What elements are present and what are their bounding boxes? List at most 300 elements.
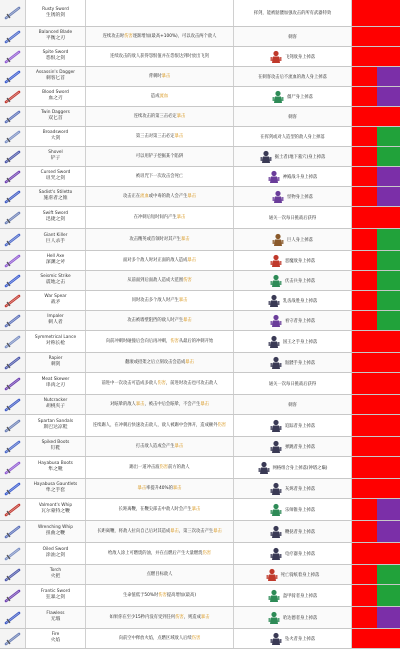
weapon-description-cell	[86, 353, 234, 372]
weapon-name-cn: 无瑕	[50, 617, 61, 623]
drop-source-cell	[234, 207, 352, 228]
tier-color-cell	[352, 0, 377, 26]
tier-color-cell	[352, 311, 377, 330]
scaling-color-cell	[377, 107, 400, 126]
enemy-portrait-icon	[270, 314, 282, 328]
weapon-name-cell	[26, 499, 86, 520]
sadists-stiletto-icon	[0, 187, 26, 206]
weapon-description-cell	[86, 521, 234, 542]
table-row	[0, 0, 400, 27]
enemy-portrait-icon	[270, 482, 282, 496]
impaler-icon	[0, 311, 26, 330]
spartan-sandals-icon	[0, 415, 26, 436]
weapon-name-cell	[26, 251, 86, 270]
table-row	[0, 291, 400, 311]
scaling-color-cell	[377, 585, 400, 606]
scaling-color-cell	[377, 127, 400, 146]
weapon-description: 踢出一道冲击波伤害前方的敌人	[129, 464, 190, 470]
enemy-portrait-icon	[258, 461, 270, 475]
tier-color-cell	[352, 251, 377, 270]
weapon-name-cell	[26, 543, 86, 564]
enemy-portrait-icon	[270, 50, 282, 64]
drop-source-cell	[234, 479, 352, 498]
weapon-description-cell	[86, 87, 234, 106]
weapon-description: 造成流血	[150, 93, 169, 99]
weapon-name-cn: 生锈的剑	[45, 12, 66, 18]
weapon-name-cn: 斯巴达凉鞋	[43, 425, 68, 431]
weapon-name-cell	[26, 207, 86, 228]
drop-source-cell	[234, 499, 352, 520]
tier-color-cell	[352, 607, 377, 628]
scaling-color-cell	[377, 331, 400, 352]
tier-color-cell	[352, 167, 377, 186]
twin-daggers-icon	[0, 107, 26, 126]
weapon-description-cell	[86, 565, 234, 584]
table-row	[0, 521, 400, 543]
enemy-portrait-icon	[268, 294, 280, 308]
drop-source-cell	[234, 291, 352, 310]
table-row	[0, 499, 400, 521]
table-row	[0, 167, 400, 187]
valmonts-whip-icon	[0, 499, 26, 520]
weapon-name-cn: 隼之靴	[48, 467, 63, 473]
enemy-portrait-icon	[270, 440, 282, 454]
drop-source-text: 通关一次每日挑战后获得	[268, 381, 317, 387]
weapon-name-cell	[26, 395, 86, 414]
weapon-name-cell	[26, 311, 86, 330]
drop-source-text: 恶魔敌身上掉落	[284, 258, 316, 264]
drop-source-text: 电疗器身上掉落	[284, 551, 316, 557]
scaling-color-cell	[377, 271, 400, 290]
weapon-name-cell	[26, 585, 86, 606]
table-row	[0, 207, 400, 229]
table-row	[0, 585, 400, 607]
weapon-name-cell	[26, 479, 86, 498]
weapon-description: 连续攻击的第三击必定暴击	[133, 113, 186, 119]
rapier-icon	[0, 353, 26, 372]
tier-color-cell	[352, 27, 377, 46]
table-row	[0, 395, 400, 415]
weapon-description: 在冲刺后短时间内产生暴击	[133, 214, 186, 220]
weapon-name-en: Hell Axe	[46, 254, 65, 260]
enemy-portrait-icon	[270, 419, 282, 433]
scaling-color-cell	[377, 415, 400, 436]
weapon-name-cn: 迅捷之剑	[45, 217, 66, 223]
scaling-color-cell	[377, 187, 400, 206]
weapon-name-en: Hayabusa Gauntlets	[33, 482, 78, 488]
weapon-name-en: Hayabusa Boots	[38, 461, 73, 467]
weapon-description-cell	[86, 207, 234, 228]
tier-color-cell	[352, 629, 377, 648]
tier-color-cell	[352, 415, 377, 436]
weapon-description: 连续攻击时伤害逐渐增加(最高+100%)，可以攻击两个敌人	[102, 33, 217, 39]
weapon-description-cell	[86, 499, 234, 520]
hayabusa-gauntlets-icon	[0, 479, 26, 498]
weapon-name-en: Oiled Sword	[42, 547, 69, 553]
shovel-icon	[0, 147, 26, 166]
tier-color-cell	[352, 373, 377, 394]
weapon-name-en: Spiked Boots	[41, 440, 70, 446]
weapon-name-cn: 隼之手套	[45, 488, 66, 494]
weapon-name-cn: 双匕首	[48, 116, 63, 122]
tier-color-cell	[352, 291, 377, 310]
table-row	[0, 67, 400, 87]
tier-color-cell	[352, 187, 377, 206]
drop-source-text: 飞剑敌身上掉落	[284, 54, 316, 60]
weapon-description: 连续攻击的敌人获得怨恨值并在怨恨达到时放出飞剑	[110, 53, 209, 59]
drop-source-cell	[234, 331, 352, 352]
weapon-name-cn: 大剑	[50, 136, 61, 142]
weapon-name-cn: 火把	[50, 574, 61, 580]
scaling-color-cell	[377, 395, 400, 414]
drop-source-text: 乳齿战胜身上掉落	[282, 298, 318, 304]
scaling-color-cell	[377, 87, 400, 106]
weapon-name-en: Nutcracker	[43, 398, 68, 404]
weapon-description-cell	[86, 229, 234, 250]
table-row	[0, 271, 400, 291]
table-row	[0, 543, 400, 565]
weapon-name-en: Shovel	[48, 150, 63, 156]
weapon-description-cell	[86, 271, 234, 290]
drop-source-text: 伏击兵身上掉落	[284, 278, 316, 284]
table-row	[0, 229, 400, 251]
table-row	[0, 629, 400, 649]
weapon-name-cn: 瓦尔蒙特之鞭	[41, 509, 70, 515]
drop-source-text: 哈达德者身上掉落	[282, 615, 318, 621]
tier-color-cell	[352, 479, 377, 498]
table-row	[0, 87, 400, 107]
weapon-name-cell	[26, 87, 86, 106]
drop-source-cell	[234, 395, 352, 414]
table-row	[0, 479, 400, 499]
weapon-name-en: Blood Sword	[42, 90, 69, 96]
tier-color-cell	[352, 271, 377, 290]
scaling-color-cell	[377, 607, 400, 628]
scaling-color-cell	[377, 311, 400, 330]
weapon-description: 面对多个敌人时对正面的敌人造成暴击	[122, 257, 197, 263]
drop-source-text: 乐师锥身上掉落	[284, 507, 316, 513]
weapon-description: 从前面到后面敌人造成大范围伤害	[127, 277, 192, 283]
tier-color-cell	[352, 207, 377, 228]
weapon-name-cn: 诅咒之剑	[45, 176, 66, 182]
drop-source-text: 坠火者身上掉落	[284, 636, 316, 642]
drop-source-cell	[234, 127, 352, 146]
weapon-name-en: Spartan Sandals	[37, 419, 74, 425]
weapon-name-cell	[26, 353, 86, 372]
weapon-name-cell	[26, 437, 86, 456]
scaling-color-cell	[377, 543, 400, 564]
weapon-description-cell	[86, 67, 234, 86]
weapon-name-en: Impaler	[47, 314, 64, 320]
weapon-description-cell	[86, 27, 234, 46]
tier-color-cell	[352, 331, 377, 352]
scaling-color-cell	[377, 353, 400, 372]
flawless-icon	[0, 607, 26, 628]
weapon-description-cell	[86, 167, 234, 186]
enemy-portrait-icon	[268, 589, 280, 603]
tier-color-cell	[352, 229, 377, 250]
drop-source-cell	[234, 67, 352, 86]
drop-source-cell	[234, 147, 352, 166]
drop-source-cell	[234, 543, 352, 564]
drop-source-cell	[234, 415, 352, 436]
drop-source-text: 弹跳者身上掉落	[284, 444, 316, 450]
rusty-sword-icon	[0, 0, 26, 26]
weapon-name-cell	[26, 607, 86, 628]
tier-color-cell	[352, 67, 377, 86]
drop-source-text: 灰烬者身上掉落	[284, 486, 316, 492]
weapon-name-cn: 血之刃	[48, 96, 63, 102]
weapon-name-cell	[26, 521, 86, 542]
hayabusa-boots-icon	[0, 457, 26, 478]
table-row	[0, 457, 400, 479]
oiled-sword-icon	[0, 543, 26, 564]
tier-color-cell	[352, 437, 377, 456]
nutcracker-icon	[0, 395, 26, 414]
weapon-name-cell	[26, 331, 86, 352]
weapon-name-en: War Spear	[44, 294, 67, 300]
weapon-description-cell	[86, 331, 234, 352]
drop-source-cell	[234, 27, 352, 46]
drop-source-text: 在挥剑或对人造型的敌人身上掉落	[260, 134, 325, 140]
enemy-portrait-icon	[270, 503, 282, 517]
drop-source-cell	[234, 607, 352, 628]
drop-source-cell	[234, 457, 352, 478]
weapon-name-en: Wrenching Whip	[37, 525, 74, 531]
table-row	[0, 415, 400, 437]
weapon-name-cell	[26, 47, 86, 66]
enemy-portrait-icon	[270, 547, 282, 561]
drop-source-text: 神殿战斗身上掉落	[282, 174, 318, 180]
weapon-name-cn: 施虐者之锥	[43, 196, 68, 202]
weapon-description-cell	[86, 107, 234, 126]
weapon-name-cell	[26, 229, 86, 250]
broadsword-icon	[0, 127, 26, 146]
weapon-description-cell	[86, 251, 234, 270]
scaling-color-cell	[377, 565, 400, 584]
drop-source-text: 刺客	[288, 34, 297, 40]
weapon-description: 打击敌人造成会产生暴击	[135, 443, 184, 449]
drop-source-cell	[234, 629, 352, 648]
weapon-description: 生命值低于50%时伤害提高增加(最高)	[122, 592, 197, 598]
weapon-name-en: Meat Skewer	[41, 377, 70, 383]
drop-source-cell	[234, 47, 352, 66]
weapon-name-cell	[26, 107, 86, 126]
weapon-description: 暴击率提升40%的暴击	[137, 485, 182, 491]
scaling-color-cell	[377, 437, 400, 456]
weapon-name-cn: 铲子	[50, 156, 61, 162]
scaling-color-cell	[377, 291, 400, 310]
table-row	[0, 27, 400, 47]
weapon-name-cell	[26, 67, 86, 86]
weapon-name-cell	[26, 127, 86, 146]
drop-source-text: 看守者身上掉落	[284, 318, 316, 324]
drop-source-text: 死亡骑纸着身上掉落	[280, 572, 320, 578]
hell-axe-icon	[0, 251, 26, 270]
weapon-name-en: Broadsword	[42, 130, 69, 136]
weapon-name-cn: 怨恨之剑	[45, 56, 66, 62]
weapon-name-en: Assassin's Dagger	[35, 70, 76, 76]
table-row	[0, 311, 400, 331]
weapon-name-cell	[26, 187, 86, 206]
tier-color-cell	[352, 107, 377, 126]
scaling-color-cell	[377, 27, 400, 46]
drop-source-text: 在刺客攻击后不流血的敌人身上掉落	[258, 74, 327, 80]
drop-source-text: 僵尸身上掉落	[287, 94, 313, 100]
weapon-name-cell	[26, 373, 86, 394]
torch-icon	[0, 565, 26, 584]
weapon-description-cell	[86, 457, 234, 478]
weapon-name-en: Twin Daggers	[41, 110, 70, 116]
weapon-description-cell	[86, 479, 234, 498]
scaling-color-cell	[377, 0, 400, 26]
weapon-name-cell	[26, 147, 86, 166]
enemy-portrait-icon	[268, 335, 280, 349]
weapon-name-cn: 串肉之刃	[45, 383, 66, 389]
drop-source-text: 通关一次每日挑战后获得	[268, 215, 317, 221]
table-row	[0, 127, 400, 147]
weapon-name-en: Torch	[49, 568, 62, 574]
weapon-name-cn: 平衡之刃	[45, 36, 66, 42]
weapon-description: 对眩晕的敌人暴击，被击中后会眩晕，不会产生暴击	[110, 401, 209, 407]
weapon-name-cn: 对称长枪	[45, 341, 66, 347]
spiked-boots-icon	[0, 437, 26, 456]
weapon-description: 可以用铲子挖掘某个陷阱	[135, 153, 184, 159]
fire-icon	[0, 629, 26, 648]
table-row	[0, 331, 400, 353]
drop-source-cell	[234, 229, 352, 250]
weapon-name-cell	[26, 167, 86, 186]
table-row	[0, 607, 400, 629]
weapon-description: 前进中一次攻击可造成多敌人伤害，前进时攻击也可攻击敌人	[101, 380, 218, 386]
scaling-color-cell	[377, 147, 400, 166]
weapon-name-cn: 震地之击	[45, 280, 66, 286]
table-row	[0, 437, 400, 457]
scaling-color-cell	[377, 521, 400, 542]
weapon-description: 长距离鞭，将敌人拉向自己后对其造成暴击，第三次攻击产生暴击	[97, 528, 222, 534]
enemy-portrait-icon	[266, 568, 278, 582]
scaling-color-cell	[377, 67, 400, 86]
drop-source-cell	[234, 167, 352, 186]
enemy-portrait-icon	[268, 611, 280, 625]
tier-color-cell	[352, 147, 377, 166]
drop-source-cell	[234, 585, 352, 606]
enemy-portrait-icon	[270, 525, 282, 539]
cursed-sword-icon	[0, 167, 26, 186]
drop-source-text: 鞭挞者身上掉落	[284, 529, 316, 535]
table-row	[0, 147, 400, 167]
scaling-color-cell	[377, 229, 400, 250]
frantic-sword-icon	[0, 585, 26, 606]
drop-source-text: 追踪者身上掉落	[284, 423, 316, 429]
tier-color-cell	[352, 127, 377, 146]
weapon-name-en: Flawless	[46, 611, 65, 617]
weapon-description: 攻击被墙壁阻挡的敌人时产生暴击	[127, 317, 192, 323]
weapon-description: 长距离鞭，在鞭尖部击中敌人时会产生暴击	[118, 506, 201, 512]
tier-color-cell	[352, 353, 377, 372]
tier-color-cell	[352, 565, 377, 584]
weapon-name-cn: 扭曲之鞭	[45, 531, 66, 537]
weapon-name-cn: 深渊之斧	[45, 260, 66, 266]
weapon-name-en: Valmont's Whip	[38, 503, 73, 509]
drop-source-cell	[234, 437, 352, 456]
swift-sword-icon	[0, 207, 26, 228]
table-row	[0, 373, 400, 395]
weapon-description-cell	[86, 127, 234, 146]
weapon-description-cell	[86, 395, 234, 414]
tier-color-cell	[352, 499, 377, 520]
assassins-dagger-icon	[0, 67, 26, 86]
weapon-name-en: Seismic Strike	[40, 274, 71, 280]
tier-color-cell	[352, 395, 377, 414]
weapon-name-en: Sadist's Stiletto	[38, 190, 73, 196]
drop-source-cell	[234, 87, 352, 106]
scaling-color-cell	[377, 373, 400, 394]
weapon-description-cell	[86, 187, 234, 206]
tier-color-cell	[352, 543, 377, 564]
table-row	[0, 107, 400, 127]
tier-color-cell	[352, 521, 377, 542]
tier-color-cell	[352, 585, 377, 606]
scaling-color-cell	[377, 499, 400, 520]
weapon-name-cell	[26, 565, 86, 584]
weapon-name-en: Swift Sword	[42, 211, 69, 217]
drop-source-cell	[234, 521, 352, 542]
weapon-name-cn: 刺人者	[48, 320, 63, 326]
weapon-name-cn: 巨人杀手	[45, 239, 66, 245]
weapon-name-cn: 钉鞋	[50, 446, 61, 452]
weapon-description-cell	[86, 585, 234, 606]
drop-source-text: 巨人身上掉落	[287, 237, 313, 243]
weapon-name-cell	[26, 27, 86, 46]
weapon-name-cn: 狂暴之剑	[45, 595, 66, 601]
table-row	[0, 47, 400, 67]
wrenching-whip-icon	[0, 521, 26, 542]
scaling-color-cell	[377, 457, 400, 478]
weapon-name-en: Frantic Sword	[40, 589, 71, 595]
weapon-name-en: Fire	[51, 632, 60, 638]
weapon-description: 同时攻击多个敌人时产生暴击	[131, 297, 188, 303]
drop-source-text: 掘土者(地下墓穴)身上掉落	[274, 154, 326, 160]
table-row	[0, 353, 400, 373]
weapon-name-en: Giant Killer	[43, 233, 68, 239]
enemy-portrait-icon	[272, 90, 284, 104]
table-row	[0, 187, 400, 207]
weapon-description-cell	[86, 543, 234, 564]
weapon-name-cn: 胡桃夹子	[45, 404, 66, 410]
weapon-description-cell	[86, 47, 234, 66]
weapon-description: 如果你在至少15秒内没有受到任何伤害，则造成暴击	[109, 614, 210, 620]
drop-source-cell	[234, 373, 352, 394]
weapon-description: 翻滚或招架之后立刻攻击会造成暴击	[125, 359, 194, 365]
weapon-name-en: Rusty Sword	[42, 6, 69, 12]
weapon-description: 背刺时暴击	[148, 73, 171, 79]
drop-source-text: 挥剑，能被骷髅加强攻击的所有武器特效	[253, 11, 332, 16]
drop-source-text: 国王之手身上掉落	[282, 339, 318, 345]
blood-sword-icon	[0, 87, 26, 106]
weapon-name-cell	[26, 415, 86, 436]
weapon-description: 第三击对第三击必定暴击	[135, 133, 184, 139]
enemy-portrait-icon	[270, 632, 282, 646]
enemy-portrait-icon	[268, 170, 280, 184]
weapon-name-en: Spite Sword	[42, 50, 69, 56]
drop-source-text: 怪物身上掉落	[287, 194, 313, 200]
giant-killer-icon	[0, 229, 26, 250]
table-row	[0, 565, 400, 585]
weapon-name-en: Rapier	[48, 356, 63, 362]
weapon-description-cell	[86, 311, 234, 330]
meat-skewer-icon	[0, 373, 26, 394]
